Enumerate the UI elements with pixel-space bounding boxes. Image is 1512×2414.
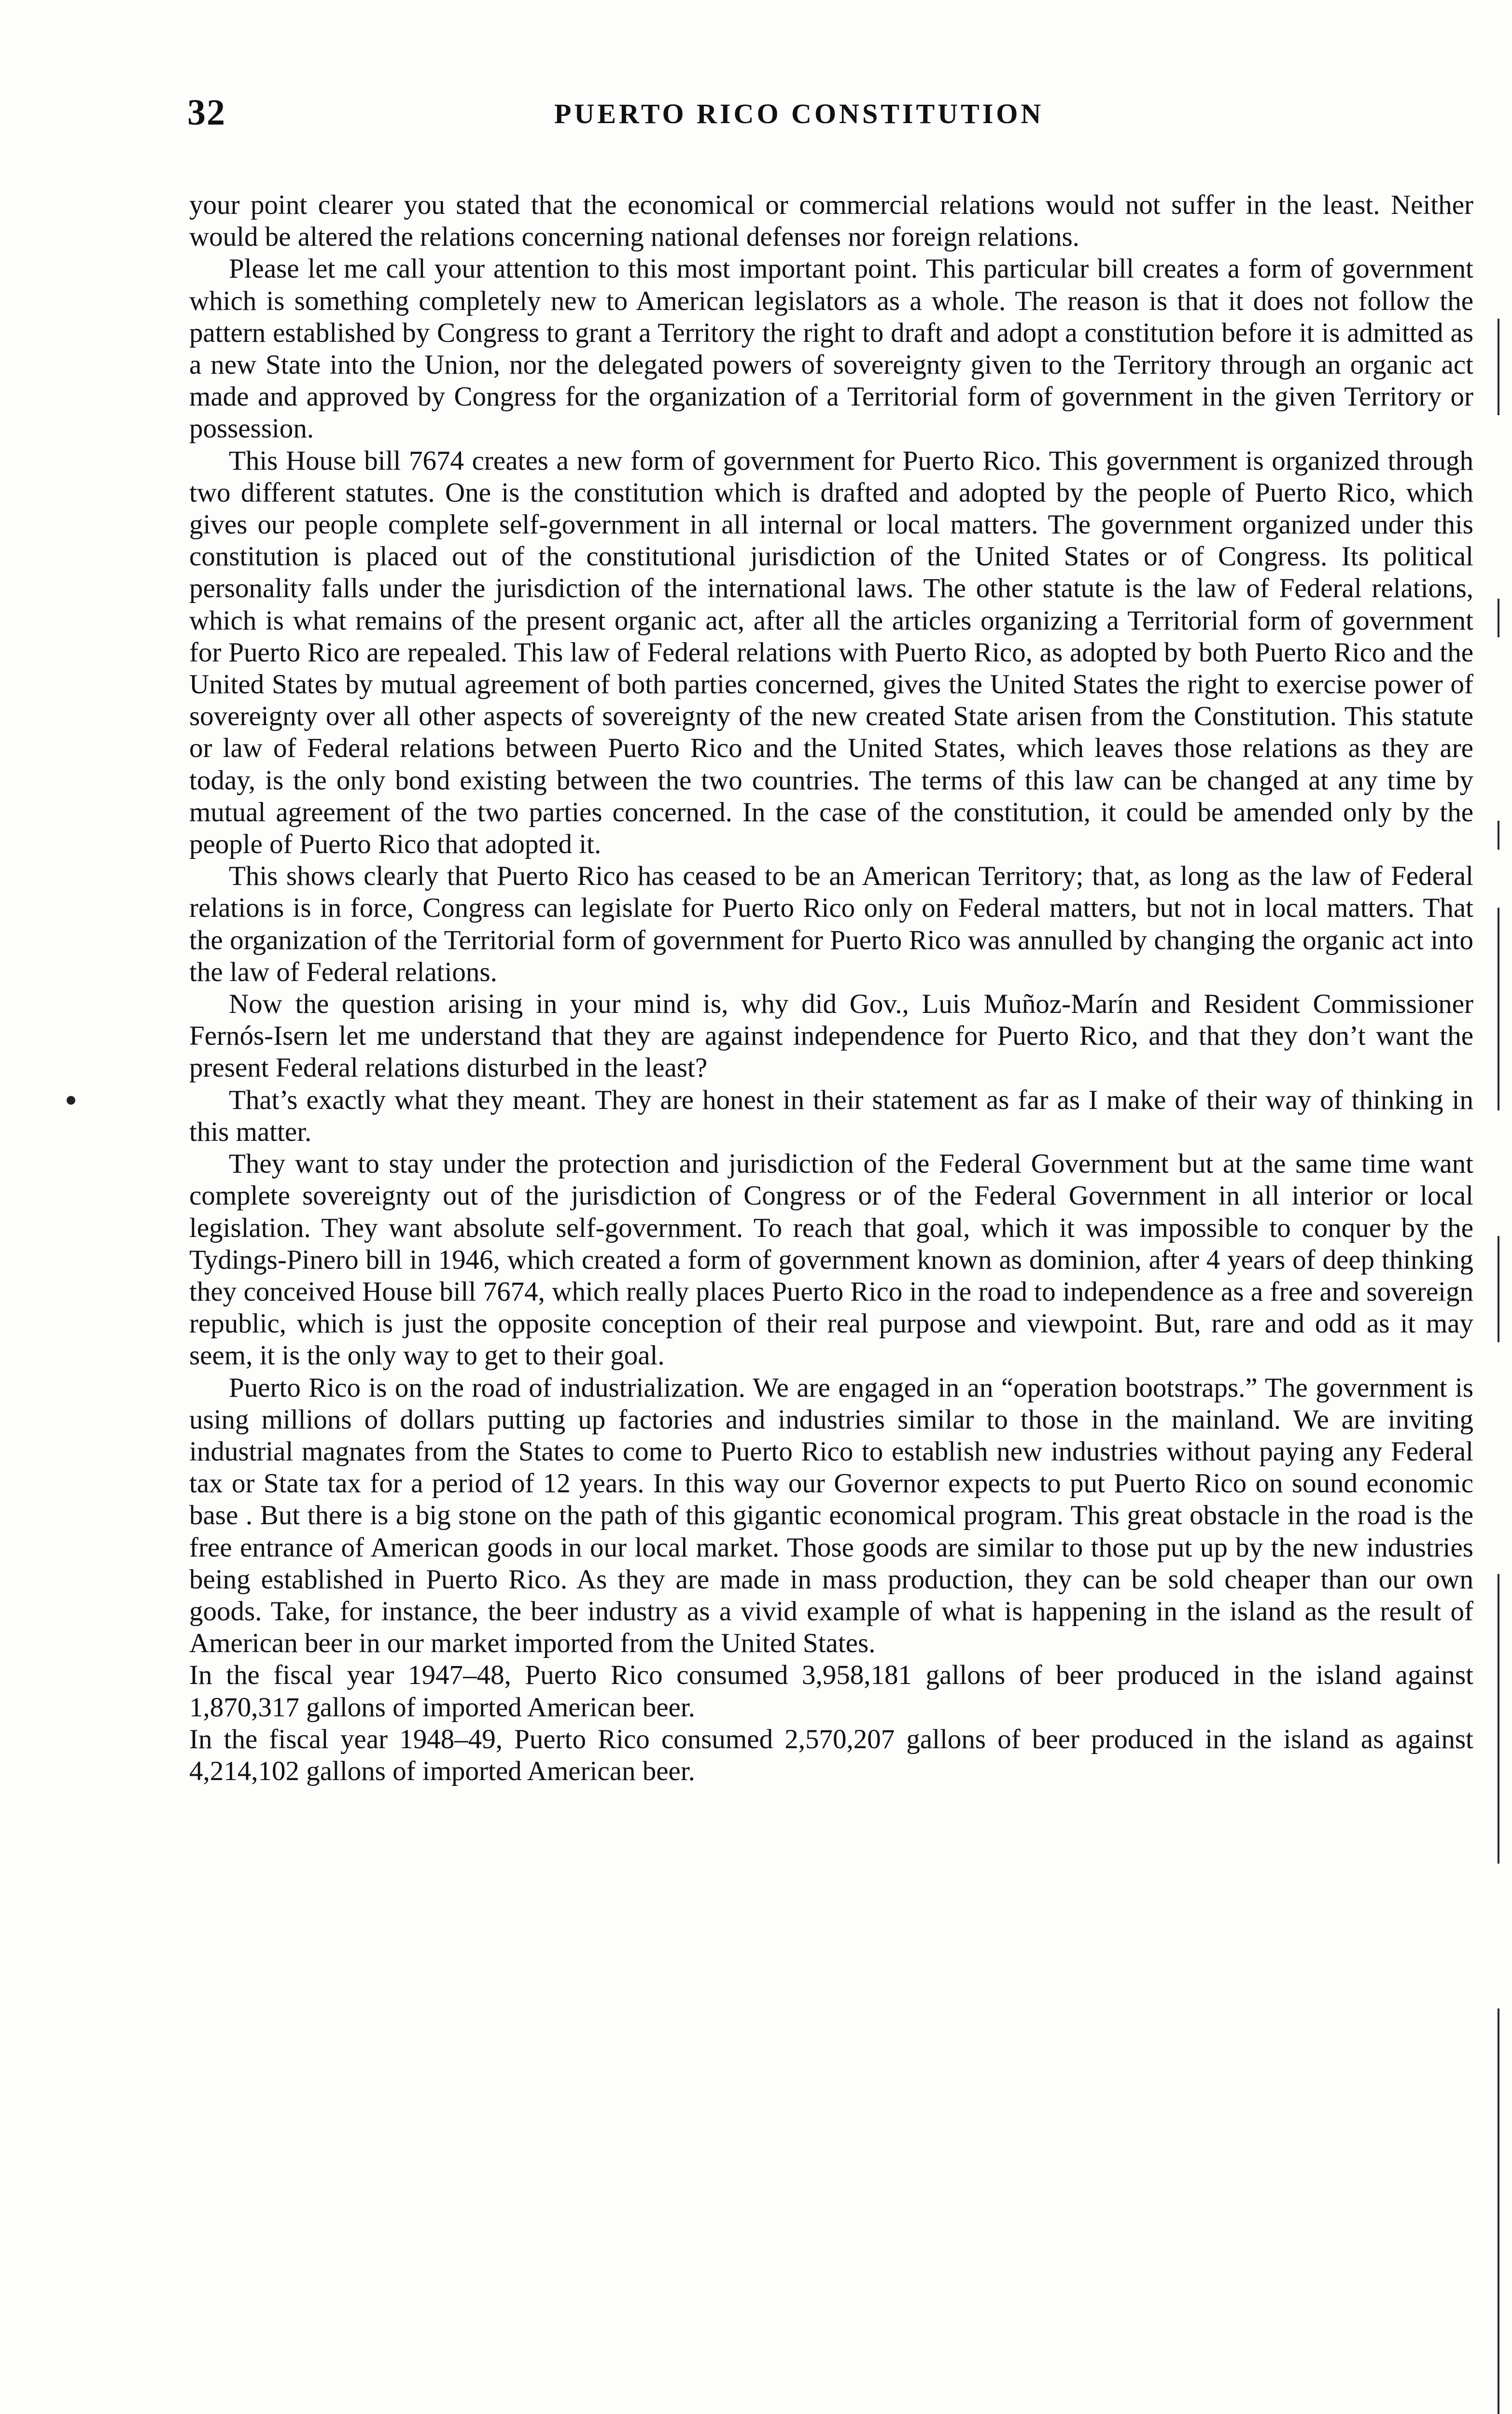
paragraph-exactly-meant: That’s exactly what they meant. They are honest in their statement as far as I make of their way of thinking in this matter. (189, 1084, 1473, 1147)
page-header (187, 92, 1481, 150)
margin-scan-line (1498, 319, 1499, 415)
margin-scan-line (1498, 1574, 1499, 1864)
paragraph-beer-1947-48: In the fiscal year 1947–48, Puerto Rico consumed 3,958,181 gallons of beer produced in the island against 1,870,317 gallons of imported American beer. (189, 1660, 1473, 1723)
paragraph-question: Now the question arising in your mind is, why did Gov., Luis Muñoz-Marín and Resident Commissioner Fernós-Isern let me understand that they are against independence for Puerto Rico, and that they don’t want the present Federal relations disturbed in the least? (189, 989, 1473, 1083)
running-head: PUERTO RICO CONSTITUTION (554, 98, 1044, 129)
body-text (189, 189, 1473, 1787)
margin-scan-line (1498, 599, 1499, 637)
paragraph-beer-1948-49: In the fiscal year 1948–49, Puerto Rico consumed 2,570,207 gallons of beer produced in the island as against 4,214,102 gallons of imported American beer. (189, 1724, 1473, 1786)
paragraph-ceased-territory: This shows clearly that Puerto Rico has ceased to be an American Territory; that, as long as the law of Federal relations is in force, Congress can legislate for Puerto Rico only on Federal matters, but not in local matters. That the organization of the Territorial form of government for Puerto Rico was annulled by changing the organic act into the law of Federal relations. (189, 861, 1473, 987)
paragraph-federal-protection: They want to stay under the protection and jurisdiction of the Federal Government but at the same time want complete sovereignty out of the jurisdiction of Congress or of the Federal Government in all interior or local legislation. They want absolute self-government. To reach that goal, which it was impossible to conquer by the Tydings-Pinero bill in 1946, which created a form of government known as dominion, after 4 years of deep thinking they conceived House bill 7674, which really places Puerto Rico in the road to independence as a free and sovereign republic, which is just the opposite conception of their real purpose and viewpoint. But, rare and odd as it may seem, it is the only way to get to their goal. (189, 1149, 1473, 1371)
margin-dot-mark (67, 1096, 75, 1105)
page-number: 32 (187, 92, 226, 133)
paragraph-continuation: your point clearer you stated that the economical or commercial relations would not suffer in the least. Neither would be altered the relations concerning national defenses nor foreign relations. (189, 190, 1473, 253)
margin-scan-line (1498, 821, 1499, 850)
margin-scan-line (1498, 2008, 1499, 2414)
margin-scan-line (1498, 908, 1499, 1110)
paragraph-new-form-of-government: Please let me call your attention to this most important point. This particular bill creates a form of government which is something completely new to American legislators as a whole. The reason is that it does not follow the pattern established by Congress to grant a Territory the right to draft and adopt a constitution before it is admitted as a new State into the Union, nor the delegated powers of sovereignty given to the Territory through an organic act made and approved by Congress for the organization of a Territorial form of government in the given Territory or possession. (189, 253, 1473, 444)
margin-scan-line (1498, 1236, 1499, 1342)
paragraph-industrialization: Puerto Rico is on the road of industrialization. We are engaged in an “operation bootstraps.” The government is using millions of dollars putting up factories and industries similar to those in the mainland. We are inviting industrial magnates from the States to come to Puerto Rico to establish new industries without paying any Federal tax or State tax for a period of 12 years. In this way our Governor expects to put Puerto Rico on sound economic base . But there is a big stone on the path of this gigantic economical program. This great obstacle in the road is the free entrance of American goods in our local market. Those goods are similar to those put up by the new industries being established in Puerto Rico. As they are made in mass production, they can be sold cheaper than our own goods. Take, for instance, the beer industry as a vivid example of what is happening in the island as the result of American beer in our market imported from the United States. (189, 1372, 1473, 1659)
paragraph-house-bill-7674: This House bill 7674 creates a new form of government for Puerto Rico. This government is organized through two different statutes. One is the constitution which is drafted and adopted by the people of Puerto Rico, which gives our people complete self-government in all internal or local matters. The government organized under this constitution is placed out of the constitutional jurisdiction of the United States or of Congress. Its political personality falls under the jurisdiction of the international laws. The other statute is the law of Federal relations, which is what remains of the present organic act, after all the articles organizing a Territorial form of government for Puerto Rico are repealed. This law of Federal relations with Puerto Rico, as adopted by both Puerto Rico and the United States by mutual agreement of both parties concerned, gives the United States the right to exercise power of sovereignty over all other aspects of sovereignty of the new created State arisen from the Constitution. This statute or law of Federal relations between Puerto Rico and the United States, which leaves those relations as they are today, is the only bond existing between the two countries. The terms of this law can be changed at any time by mutual agreement of the two parties concerned. In the case of the constitution, it could be amended only by the people of Puerto Rico that adopted it. (189, 445, 1473, 860)
